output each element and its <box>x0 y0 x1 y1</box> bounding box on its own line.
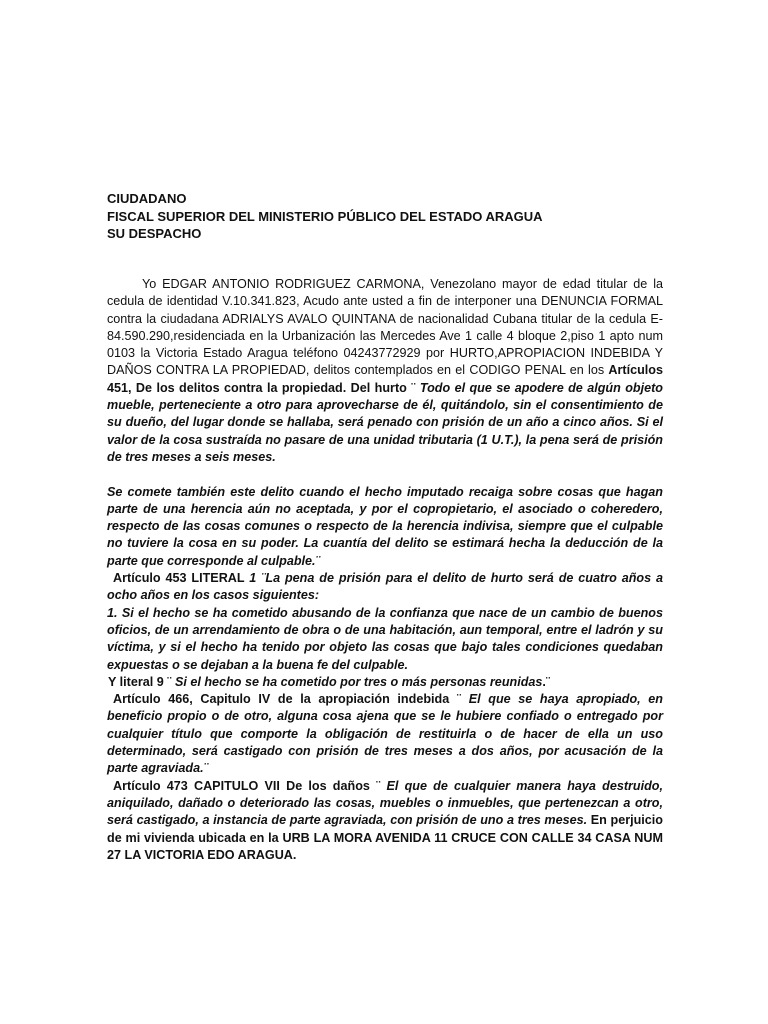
literal-9-ref: Y literal 9 ¨ <box>108 674 175 689</box>
paragraph-article-453-item-1: 1. Si el hecho se ha cometido abusando de la confianza que nace de un cambio de buenos oficios, de un arrendamiento de obra o de una habitación, aun temporal, entre el ladrón y su víctima, y si el hecho ha tenido por objeto las cosas que bajo tales condiciones quedaban expuestas o se dejaban a la buena fe del culpable. <box>107 605 663 672</box>
paragraph-article-453 <box>107 570 663 605</box>
literal-9-close: .¨ <box>542 674 551 689</box>
addressee-line-3: SU DESPACHO <box>107 226 202 241</box>
article-466-ref: Artículo 466, Capitulo IV de la apropiación indebida ¨ <box>113 692 469 707</box>
article-451-ref: Artículos 451, <box>107 363 663 395</box>
document-body <box>107 276 663 864</box>
article-453-quote: 1 ¨La pena de prisión para el delito de hurto será de cuatro años a ocho años en los casos siguientes: <box>107 571 663 603</box>
addressee-block <box>107 190 667 243</box>
article-451-quote: Todo el que se apodere de algún objeto mueble, perteneciente a otro para aprovecharse de él, quitándolo, sin el consentimiento de su dueño, del lugar donde se hallaba, será penado con prisión de un año a cinco años. Si el valor de la cosa sustraída no pasare de una unidad tributaria (1 U.T.), la pena será de prisión de tres meses a seis meses. <box>107 380 663 464</box>
addressee-line-1: CIUDADANO <box>107 191 187 206</box>
paragraph-article-473 <box>107 778 663 864</box>
paragraph-complaint <box>107 276 663 466</box>
article-473-ref: Artículo 473 CAPITULO VII De los daños ¨ <box>113 778 387 793</box>
paragraph-literal-9 <box>107 674 663 691</box>
literal-9-quote: Si el hecho se ha cometido por tres o más personas reunidas <box>174 674 543 689</box>
article-466-quote: El que se haya apropiado, en beneficio propio o de otro, alguna cosa ajena que se le hubiere confiado o entregado por cualquier título que comporte la obligación de restituirla o de hacer de ella un uso determinado, será castigado con prisión de tres meses a dos años, por acusación de la parte agraviada.¨ <box>107 692 663 776</box>
addressee-line-2: FISCAL SUPERIOR DEL MINISTERIO PÚBLICO DEL ESTADO ARAGUA <box>107 208 543 224</box>
complaint-text: Yo EDGAR ANTONIO RODRIGUEZ CARMONA, Venezolano mayor de edad titular de la cedula de identidad V.10.341.823, Acudo ante usted a fin de interponer una DENUNCIA FORMAL contra la ciudadana ADRIALYS AVALO QUINTANA de nacionalidad Cubana titular de la cedula E-84.590.290,residenciada en la Urbanización las Mercedes Ave 1 calle 4 bloque 2,piso 1 apto num 0103 la Victoria Estado Aragua teléfono 04243772929 por HURTO,APROPIACION INDEBIDA Y DAÑOS CONTRA LA PROPIEDAD, delitos contemplados en el CODIGO PENAL en los <box>107 277 663 378</box>
article-453-ref: Artículo 453 LITERAL <box>113 571 250 586</box>
article-473-quote: El que de cualquier manera haya destruido, aniquilado, dañado o deteriorado las cosas, muebles o inmuebles, que pertenezcan a otro, será castigado, a instancia de parte agraviada, con prisión de uno a tres meses. <box>107 778 663 828</box>
damage-location-text: En perjuicio de mi vivienda ubicada en la URB LA MORA AVENIDA 11 CRUCE CON CALLE 34 CASA NUM 27 LA VICTORIA EDO ARAGUA. <box>107 813 664 862</box>
article-451-title: De los delitos contra la propiedad. Del hurto ¨ <box>131 380 420 395</box>
paragraph-article-451-continued: Se comete también este delito cuando el hecho imputado recaiga sobre cosas que hagan parte de una herencia aún no aceptada, y por el copropietario, el asociado o coheredero, respecto de las cosas comunes o respecto de la herencia indivisa, siempre que el culpable no tuviere la cosa en su poder. La cuantía del delito se estimará hecha la deducción de la parte que corresponde al culpable.¨ <box>107 484 663 568</box>
paragraph-article-466 <box>107 691 663 777</box>
